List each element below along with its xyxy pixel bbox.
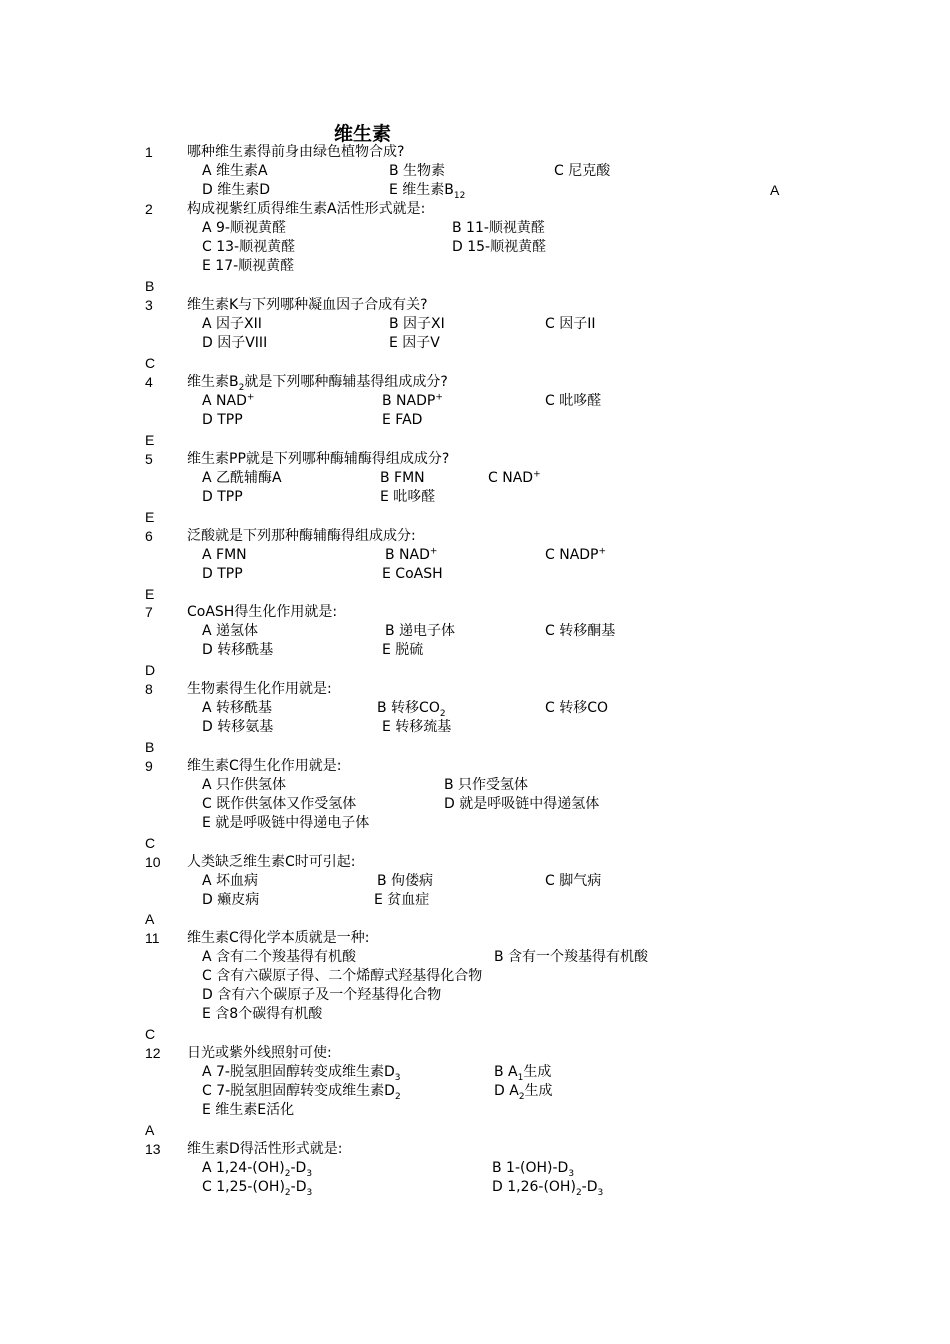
option-d: [492, 1178, 603, 1197]
option-c: [202, 1082, 401, 1101]
subscript: 2: [394, 1091, 401, 1102]
option-e-text: E 维生素B: [389, 182, 454, 198]
option-b: B 因子XI: [389, 316, 445, 332]
option-d: D TPP: [202, 566, 243, 582]
option-d: D 含有六个碳原子及一个羟基得化合物: [202, 987, 442, 1003]
option-c: C 吡哆醛: [545, 393, 602, 409]
option-b: B 含有一个羧基得有机酸: [494, 949, 649, 965]
option-b-text: B 转移CO: [377, 700, 440, 716]
option-b-text: B NAD: [385, 547, 430, 563]
answer: C: [145, 835, 156, 851]
option-c: C 既作供氢体又作受氢体: [202, 796, 357, 812]
option-c: [202, 1178, 312, 1197]
option-a: A 递氢体: [202, 623, 259, 639]
page-title: 维生素: [334, 123, 392, 145]
question-number: 5: [145, 451, 153, 467]
answer: C: [145, 1026, 156, 1042]
option-d: D TPP: [202, 489, 243, 505]
option-d: D 转移氨基: [202, 719, 274, 735]
option-c: C 转移酮基: [545, 623, 616, 639]
question-text: 维生素PP就是下列哪种酶辅酶得组成成分?: [187, 451, 450, 467]
subscript: 3: [568, 1168, 575, 1179]
option-c: C 尼克酸: [554, 163, 611, 179]
option-c: C 13-顺视黄醛: [202, 239, 296, 255]
answer: C: [145, 355, 156, 371]
option-b-text: B A: [494, 1064, 518, 1080]
option-e: E 就是呼吸链中得递电子体: [202, 815, 370, 831]
option-e: E 贫血症: [374, 892, 430, 908]
question-text: CoASH得生化作用就是:: [187, 604, 338, 620]
option-e: E 含8个碳得有机酸: [202, 1006, 323, 1022]
subscript: 3: [306, 1187, 313, 1198]
option-d: D 癞皮病: [202, 892, 260, 908]
option-b: B 递电子体: [385, 623, 456, 639]
question-number: 6: [145, 528, 153, 544]
question-number: 10: [145, 854, 161, 870]
question-text-part: 就是下列哪种酶辅基得组成成分?: [244, 374, 448, 390]
option-c-text: C NADP: [545, 547, 599, 563]
option-a: [202, 392, 254, 411]
option-a: A FMN: [202, 547, 247, 563]
option-e: E CoASH: [382, 566, 443, 582]
question-number: 8: [145, 681, 153, 697]
option-d: D 转移酰基: [202, 642, 274, 658]
answer: A: [770, 182, 780, 198]
question-text: 维生素C得化学本质就是一种:: [187, 930, 370, 946]
answer: E: [145, 432, 155, 448]
question-text: 维生素K与下列哪种凝血因子合成有关?: [187, 297, 428, 313]
option-c: C 含有六碳原子得、二个烯醇式羟基得化合物: [202, 968, 483, 984]
question-text: 构成视紫红质得维生素A活性形式就是:: [187, 201, 426, 217]
option-e: E 17-顺视黄醛: [202, 258, 295, 274]
question-text: 生物素得生化作用就是:: [187, 681, 332, 697]
option-b-text: B 1-(OH)-D: [492, 1160, 569, 1176]
question-number: 4: [145, 374, 153, 390]
option-b-text: B NADP: [382, 393, 436, 409]
question-number: 11: [145, 930, 160, 946]
option-e: E 脱硫: [382, 642, 424, 658]
option-d: [494, 1082, 553, 1101]
superscript: +: [533, 469, 541, 480]
option-b: [385, 546, 437, 565]
option-b: [492, 1159, 574, 1178]
option-b: B 只作受氢体: [444, 777, 529, 793]
option-a: A 因子XII: [202, 316, 262, 332]
answer: A: [145, 1122, 155, 1138]
option-a: A 转移酰基: [202, 700, 273, 716]
subscript: 2: [439, 708, 446, 719]
subscript: 12: [453, 190, 466, 201]
option-a: A 只作供氢体: [202, 777, 287, 793]
question-text: 维生素D得活性形式就是:: [187, 1141, 343, 1157]
answer: E: [145, 509, 155, 525]
option-a-text: A NAD: [202, 393, 247, 409]
question-text: [187, 373, 448, 392]
question-number: 9: [145, 758, 153, 774]
subscript: 3: [306, 1168, 313, 1179]
option-a: A 坏血病: [202, 873, 259, 889]
option-d: D 15-顺视黄醛: [452, 239, 547, 255]
option-a: A 维生素A: [202, 163, 268, 179]
option-e: E 吡哆醛: [380, 489, 436, 505]
option-d: D 因子VIII: [202, 335, 268, 351]
option-c: C 转移CO: [545, 700, 609, 716]
question-number: 3: [145, 297, 153, 313]
question-number: 1: [145, 144, 153, 160]
question-number: 2: [145, 201, 153, 217]
option-a: A 乙酰辅酶A: [202, 470, 282, 486]
option-b-text: 生成: [523, 1064, 552, 1080]
option-e: [389, 181, 465, 200]
subscript: 2: [284, 1168, 291, 1179]
option-b: B 11-顺视黄醛: [452, 220, 545, 236]
option-d: D TPP: [202, 412, 243, 428]
option-b: [377, 699, 446, 718]
answer: B: [145, 278, 155, 294]
option-c-text: C NAD: [488, 470, 534, 486]
option-e: E FAD: [382, 412, 423, 428]
subscript: 1: [517, 1072, 524, 1083]
answer: A: [145, 911, 155, 927]
superscript: +: [598, 546, 607, 557]
option-b: B FMN: [380, 470, 425, 486]
subscript: 3: [597, 1187, 604, 1198]
subscript: 2: [238, 382, 245, 393]
option-e: E 转移巯基: [382, 719, 452, 735]
option-c-text: C 7-脱氢胆固醇转变成维生素D: [202, 1083, 395, 1099]
option-a-text: A 1,24-(OH): [202, 1160, 285, 1176]
option-d: D 维生素D: [202, 182, 271, 198]
option-b: B 生物素: [389, 163, 446, 179]
subscript: 2: [284, 1187, 291, 1198]
question-text: 人类缺乏维生素C时可引起:: [187, 854, 356, 870]
answer: D: [145, 662, 156, 678]
option-b: [494, 1063, 551, 1082]
option-c-text: -D: [290, 1179, 307, 1195]
question-text: 日光或紫外线照射可使:: [187, 1045, 332, 1061]
option-c: C 因子II: [545, 316, 596, 332]
option-b: [382, 392, 443, 411]
option-b: B 佝偻病: [377, 873, 434, 889]
option-c: C 脚气病: [545, 873, 602, 889]
answer: E: [145, 586, 155, 602]
superscript: +: [246, 392, 255, 403]
option-e: E 因子V: [389, 335, 440, 351]
question-number: 12: [145, 1045, 161, 1061]
option-d-text: -D: [581, 1179, 598, 1195]
option-d-text: D 1,26-(OH): [492, 1179, 576, 1195]
superscript: +: [435, 392, 443, 403]
subscript: 2: [575, 1187, 582, 1198]
option-a: A 含有二个羧基得有机酸: [202, 949, 357, 965]
option-a-text: A 7-脱氢胆固醇转变成维生素D: [202, 1064, 395, 1080]
option-d-text: D A: [494, 1083, 519, 1099]
option-d: D 就是呼吸链中得递氢体: [444, 796, 600, 812]
option-c: [545, 546, 606, 565]
answer: B: [145, 739, 155, 755]
question-text: 泛酸就是下列那种酶辅酶得组成成分:: [187, 528, 416, 544]
option-d-text: 生成: [524, 1083, 553, 1099]
question-text: 维生素C得生化作用就是:: [187, 758, 342, 774]
option-c-text: C 1,25-(OH): [202, 1179, 285, 1195]
superscript: +: [429, 546, 438, 557]
question-text: 哪种维生素得前身由绿色植物合成?: [187, 144, 405, 160]
subscript: 3: [394, 1072, 401, 1083]
option-a-text: -D: [290, 1160, 307, 1176]
option-c: [488, 469, 541, 488]
option-a: A 9-顺视黄醛: [202, 220, 286, 236]
option-a: [202, 1159, 312, 1178]
question-text-part: 维生素B: [187, 374, 239, 390]
question-number: 13: [145, 1141, 161, 1157]
question-number: 7: [145, 604, 153, 620]
subscript: 2: [518, 1091, 525, 1102]
option-e: E 维生素E活化: [202, 1102, 295, 1118]
option-a: [202, 1063, 401, 1082]
